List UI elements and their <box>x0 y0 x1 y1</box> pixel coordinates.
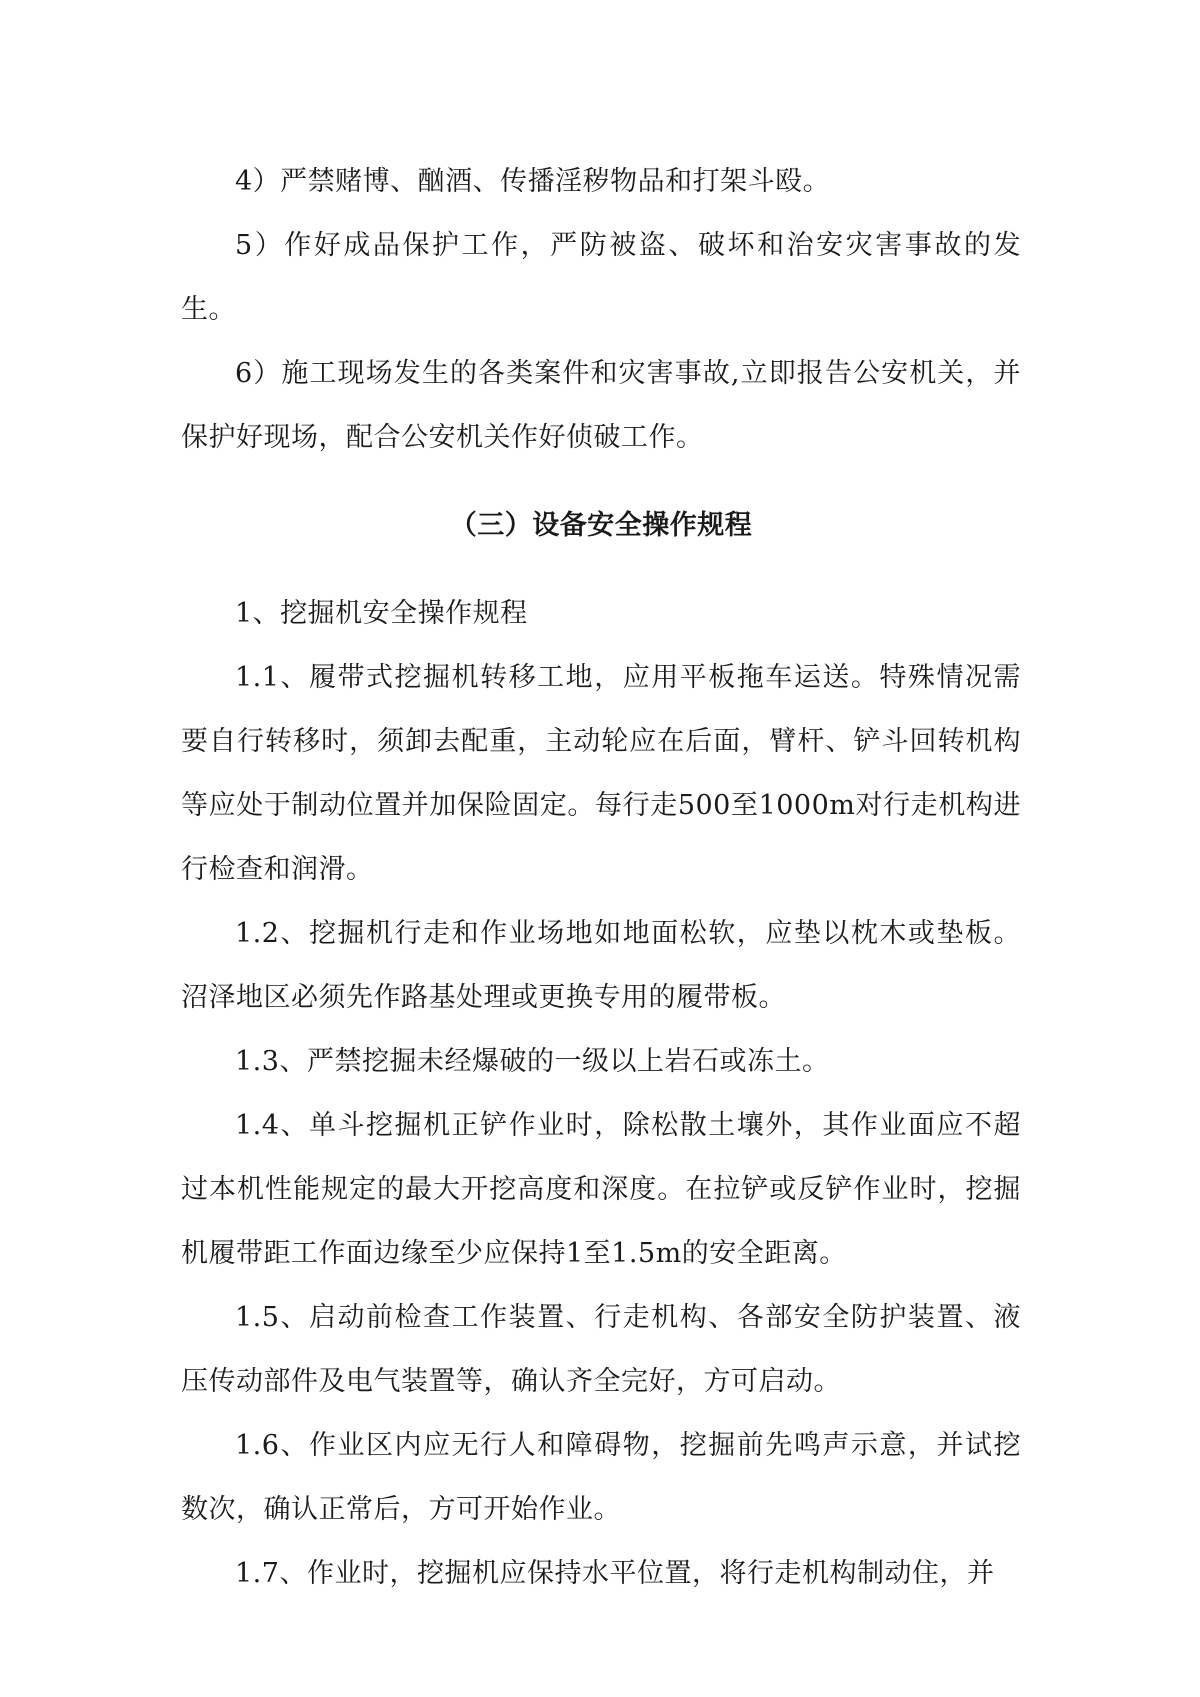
paragraph-1-2: 1.2、挖掘机行走和作业场地如地面松软，应垫以枕木或垫板。沼泽地区必须先作路基处理或更换专用的履带板。 <box>181 918 1021 1013</box>
paragraph-item-6: 6）施工现场发生的各类案件和灾害事故,立即报告公安机关，并保护好现场，配合公安机关作好侦破工作。 <box>181 358 1021 453</box>
subsection-title: 1、挖掘机安全操作规程 <box>235 598 528 629</box>
paragraph-item-5: 5）作好成品保护工作，严防被盗、破坏和治安灾害事故的发生。 <box>181 230 1021 325</box>
paragraph-item-4: 4）严禁赌博、酗酒、传播淫秽物品和打架斗殴。 <box>235 166 831 197</box>
section-heading: （三）设备安全操作规程 <box>449 510 753 541</box>
paragraph-1-4: 1.4、单斗挖掘机正铲作业时，除松散土壤外，其作业面应不超过本机性能规定的最大开挖高度和深度。在拉铲或反铲作业时，挖掘机履带距工作面边缘至少应保持1至1.5m的安全距离。 <box>181 1110 1021 1269</box>
paragraph-1-5: 1.5、启动前检查工作装置、行走机构、各部安全防护装置、液压传动部件及电气装置等，确认齐全完好，方可启动。 <box>181 1302 1021 1397</box>
paragraph-1-3: 1.3、严禁挖掘未经爆破的一级以上岩石或冻土。 <box>235 1046 830 1077</box>
document-content <box>181 150 1021 1606</box>
paragraph-1-7: 1.7、作业时，挖掘机应保持水平位置，将行走机构制动住，并 <box>235 1558 995 1589</box>
paragraph-1-1: 1.1、履带式挖掘机转移工地，应用平板拖车运送。特殊情况需要自行转移时，须卸去配重，主动轮应在后面，臂杆、铲斗回转机构等应处于制动位置并加保险固定。每行走500至1000m对行走机构进行检查和润滑。 <box>181 662 1021 885</box>
paragraph-1-6: 1.6、作业区内应无行人和障碍物，挖掘前先鸣声示意，并试挖数次，确认正常后，方可开始作业。 <box>181 1430 1021 1525</box>
